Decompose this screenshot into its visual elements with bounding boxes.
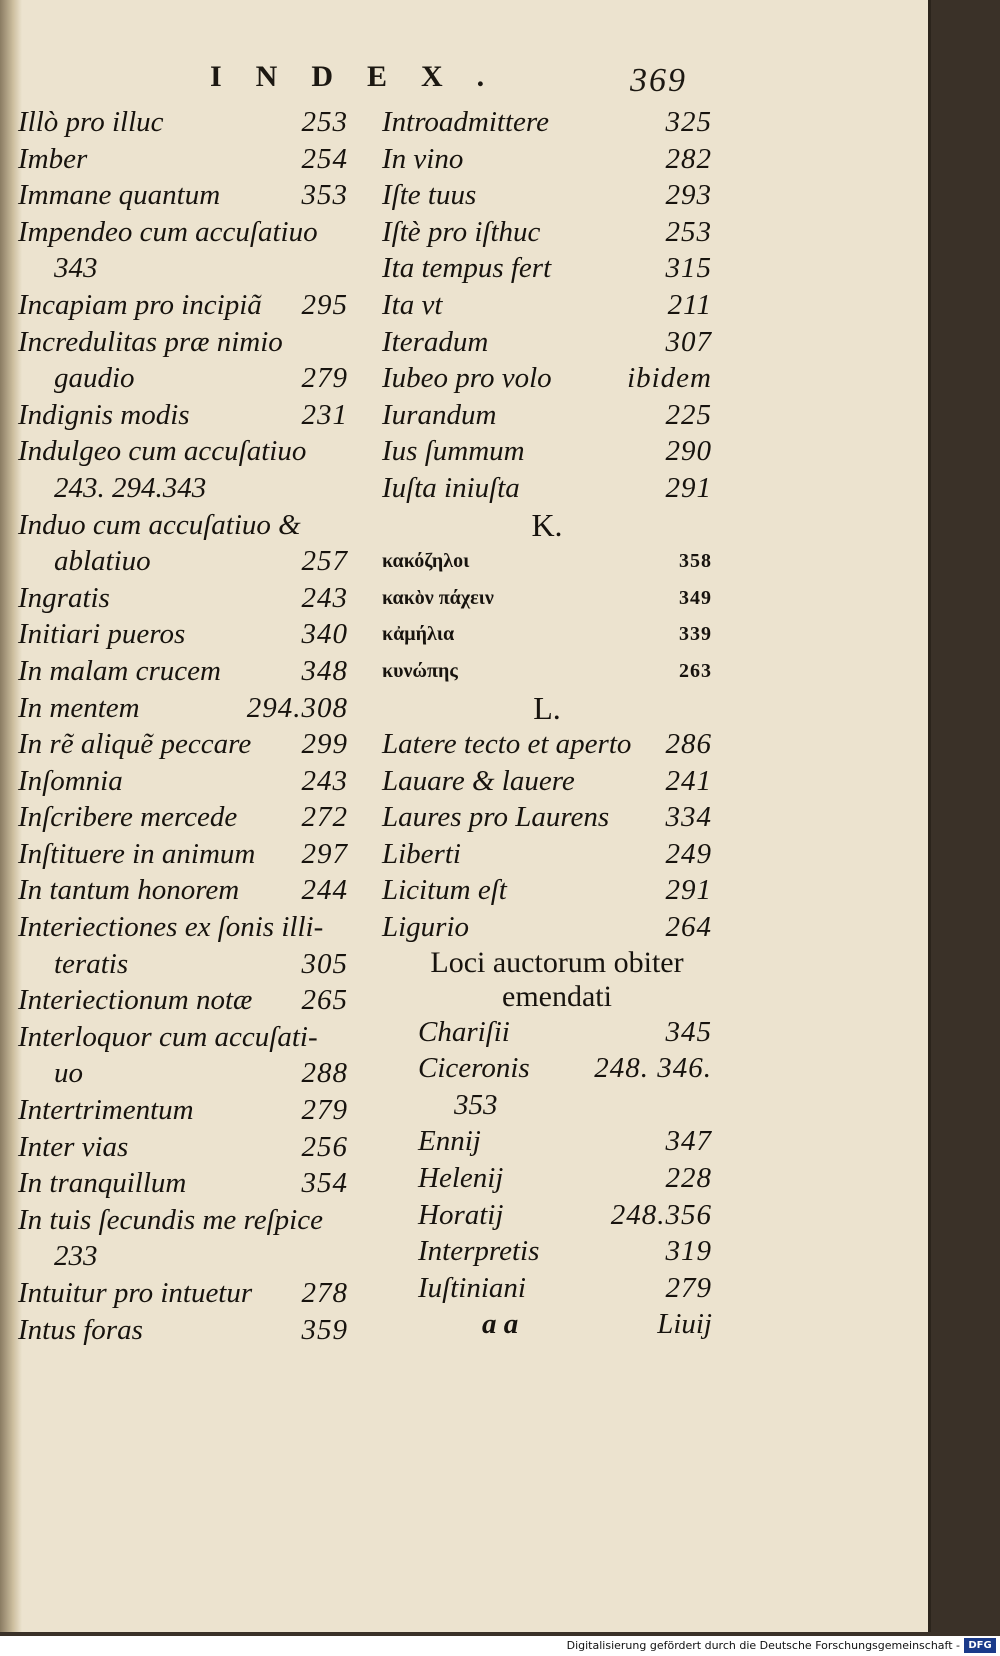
index-entry	[382, 543, 712, 580]
index-term: κἀμήλια	[382, 623, 455, 646]
page-reference: 279	[301, 362, 348, 395]
index-term: Impendeo cum accuſatiuo	[18, 215, 318, 248]
index-term: Latere tecto et aperto	[382, 728, 632, 761]
page-reference: 345	[665, 1015, 712, 1048]
page-reference: 253	[301, 106, 348, 138]
page-reference: 290	[665, 435, 712, 468]
index-entry	[18, 433, 348, 470]
loci-title-line-2: emendati	[502, 979, 612, 1013]
index-term: Inſomnia	[18, 764, 123, 797]
page-reference: 243	[301, 581, 348, 614]
index-entry	[382, 616, 712, 653]
index-entry	[18, 763, 348, 800]
index-term: Illò pro illuc	[18, 106, 164, 138]
index-entry	[18, 324, 348, 361]
index-term: Interiectiones ex ſonis illi-	[18, 911, 324, 944]
index-term: uo	[54, 1057, 83, 1090]
page-reference: 359	[301, 1313, 348, 1346]
index-term: In malam crucem	[18, 654, 221, 687]
page-reference: 319	[665, 1235, 712, 1268]
index-entry	[18, 1092, 348, 1129]
index-column-left	[18, 104, 348, 1348]
index-entry	[418, 1270, 712, 1307]
index-term: Interpretis	[418, 1235, 540, 1268]
index-entry	[382, 177, 712, 214]
page-reference: 243	[301, 764, 348, 797]
index-section-i	[382, 104, 712, 507]
running-title: INDEX.	[210, 60, 519, 93]
section-letter-k: K.	[531, 506, 563, 543]
page-reference: 353	[301, 179, 348, 212]
index-term: Iſtè pro iſthuc	[382, 215, 541, 248]
index-entry	[418, 1123, 712, 1160]
index-entry	[418, 1233, 712, 1270]
index-term: ablatiuo	[54, 545, 151, 578]
index-term: Ligurio	[382, 911, 470, 944]
page-reference: 354	[301, 1167, 348, 1200]
index-entry	[382, 250, 712, 287]
page-reference: 279	[665, 1271, 712, 1304]
index-term: Initiari pueros	[18, 618, 186, 651]
page-reference: 249	[665, 837, 712, 870]
index-term: Inſcribere mercede	[18, 801, 238, 834]
page-header	[0, 60, 928, 100]
index-entry	[382, 799, 712, 836]
index-entry	[418, 1087, 712, 1124]
page-reference: 248. 346.	[594, 1052, 712, 1085]
index-term: Ita vt	[382, 288, 443, 321]
index-term: Ingratis	[18, 581, 110, 614]
index-section-loci	[382, 1014, 712, 1307]
page-reference: 295	[301, 288, 348, 321]
index-term: Introadmittere	[382, 106, 549, 138]
page-reference: 325	[665, 106, 712, 138]
index-entry	[18, 397, 348, 434]
page-reference: 339	[679, 623, 712, 646]
page-reference: 244	[301, 874, 348, 907]
index-term: Imber	[18, 142, 88, 175]
catchword: Liuij	[657, 1308, 712, 1341]
index-term: Immane quantum	[18, 179, 221, 212]
index-term: In rẽ aliquẽ peccare	[18, 728, 252, 761]
index-entry	[382, 214, 712, 251]
index-entry	[382, 726, 712, 763]
index-term: Ennij	[418, 1125, 481, 1158]
page-reference: 257	[301, 545, 348, 578]
index-term: Incapiam pro incipiã	[18, 288, 262, 321]
index-term: Ciceronis	[418, 1052, 530, 1085]
page-reference: 231	[301, 398, 348, 431]
index-entry	[382, 433, 712, 470]
page-reference: 279	[301, 1094, 348, 1127]
index-entry	[418, 1050, 712, 1087]
index-entry	[18, 580, 348, 617]
index-term: teratis	[54, 947, 129, 980]
page-reference: 315	[665, 252, 712, 285]
page-reference: 293	[665, 179, 712, 212]
index-term: Incredulitas præ nimio	[18, 325, 283, 358]
index-term: κακόζηλοι	[382, 550, 470, 573]
page-reference: 248.356	[610, 1198, 712, 1231]
page-reference: 299	[301, 728, 348, 761]
page-number: 369	[630, 62, 687, 99]
index-term: 353	[454, 1088, 498, 1121]
index-term: Inſtituere in animum	[18, 837, 256, 870]
index-entry	[382, 763, 712, 800]
page-reference: 225	[665, 398, 712, 431]
page-reference: 340	[301, 618, 348, 651]
index-term: Horatij	[418, 1198, 504, 1231]
page-reference: 347	[665, 1125, 712, 1158]
index-entry	[382, 653, 712, 690]
index-term: Iubeo pro volo	[382, 362, 552, 395]
index-entry	[18, 287, 348, 324]
index-entry	[18, 1019, 348, 1056]
index-term: Iurandum	[382, 398, 497, 431]
page-reference: 349	[679, 586, 712, 609]
page-reference: 211	[667, 288, 712, 321]
index-entry	[382, 104, 712, 141]
page-reference: 348	[301, 654, 348, 687]
catchword-line	[382, 1306, 712, 1343]
index-term: Liberti	[382, 837, 461, 870]
index-entry	[382, 360, 712, 397]
dfg-logo: DFG	[964, 1638, 996, 1653]
index-entry	[382, 324, 712, 361]
index-term: Induo cum accuſatiuo &	[18, 508, 301, 541]
index-entry	[18, 1165, 348, 1202]
index-term: Indignis modis	[18, 398, 190, 431]
index-term: gaudio	[54, 362, 135, 395]
index-term: Licitum eſt	[382, 874, 507, 907]
page-reference: 297	[301, 837, 348, 870]
index-term: Ius ſummum	[382, 435, 525, 468]
index-term: κακὸν πάχειν	[382, 586, 494, 609]
index-term: In vino	[382, 142, 464, 175]
index-section-l	[382, 726, 712, 946]
page-reference: 288	[301, 1057, 348, 1090]
page-reference: ibidem	[627, 362, 712, 395]
index-entry	[18, 177, 348, 214]
index-term: Intuitur pro intuetur	[18, 1277, 253, 1309]
index-term: 233	[54, 1240, 98, 1273]
page-reference: 272	[301, 801, 348, 834]
page-reference: 286	[665, 728, 712, 761]
loci-title-line-1: Loci auctorum obiter	[430, 945, 684, 979]
page-reference: 282	[665, 142, 712, 175]
index-entry	[18, 909, 348, 946]
index-entry	[18, 360, 348, 397]
index-entry	[382, 397, 712, 434]
page-reference: 265	[301, 984, 348, 1017]
index-entry	[382, 470, 712, 507]
index-term: Helenij	[418, 1162, 504, 1195]
index-entry	[18, 872, 348, 909]
index-entry	[18, 653, 348, 690]
page-reference: 291	[665, 471, 712, 504]
page-reference: 291	[665, 874, 712, 907]
index-entry	[18, 982, 348, 1019]
page-reference: 253	[665, 215, 712, 248]
index-term: 243. 294.343	[54, 471, 207, 504]
index-term: In mentem	[18, 691, 140, 724]
page-reference: 256	[301, 1130, 348, 1163]
index-entry	[18, 1055, 348, 1092]
digitization-footer	[0, 1636, 1000, 1656]
index-entry	[418, 1014, 712, 1051]
page-reference: 228	[665, 1162, 712, 1195]
index-entry	[382, 141, 712, 178]
index-entry	[18, 104, 348, 141]
index-term: Iuſtiniani	[418, 1271, 526, 1304]
page-reference: 263	[679, 659, 712, 682]
page-reference: 294.308	[246, 691, 348, 724]
index-entry	[18, 836, 348, 873]
index-entry	[382, 580, 712, 617]
index-entry	[18, 141, 348, 178]
page-reference: 254	[301, 142, 348, 175]
page-reference: 307	[665, 325, 712, 358]
index-term: Laures pro Laurens	[382, 801, 610, 834]
index-term: Ita tempus fert	[382, 252, 552, 285]
index-term: Intertrimentum	[18, 1094, 194, 1127]
index-entry	[18, 1275, 348, 1312]
page-reference: 358	[679, 550, 712, 573]
index-entry	[18, 507, 348, 544]
index-term: κυνώπης	[382, 659, 458, 682]
index-entry	[18, 1312, 348, 1349]
index-entry	[18, 1202, 348, 1239]
index-term: In tuis ſecundis me reſpice	[18, 1203, 323, 1236]
footer-credit: Digitalisierung gefördert durch die Deutsche Forschungsgemeinschaft -	[566, 1639, 960, 1652]
index-entry	[18, 799, 348, 836]
signature-mark: a a	[482, 1308, 519, 1341]
index-term: Iteradum	[382, 325, 489, 358]
index-entry	[18, 690, 348, 727]
index-term: Iuſta iniuſta	[382, 471, 520, 504]
index-entry	[18, 616, 348, 653]
index-entry	[18, 214, 348, 251]
page-reference: 334	[665, 801, 712, 834]
index-entry	[382, 909, 712, 946]
index-entry	[382, 287, 712, 324]
section-letter-l: L.	[533, 689, 561, 726]
index-term: 343	[54, 252, 98, 285]
page-reference: 278	[301, 1277, 348, 1309]
index-entry	[18, 543, 348, 580]
index-entry	[18, 726, 348, 763]
index-entry	[18, 250, 348, 287]
index-entry	[382, 836, 712, 873]
index-entry	[418, 1160, 712, 1197]
index-entry	[18, 1129, 348, 1166]
index-term: Interloquor cum accuſati-	[18, 1020, 318, 1053]
index-term: Intus foras	[18, 1313, 143, 1346]
index-column-right	[382, 104, 712, 1343]
page-reference: 264	[665, 911, 712, 944]
index-term: Iſte tuus	[382, 179, 477, 212]
page-reference: 241	[665, 764, 712, 797]
index-term: Chariſii	[418, 1015, 510, 1048]
index-term: Lauare & lauere	[382, 764, 575, 797]
index-section-k	[382, 543, 712, 689]
index-entry	[18, 946, 348, 983]
index-entry	[18, 470, 348, 507]
index-term: Indulgeo cum accuſatiuo	[18, 435, 307, 468]
index-entry	[18, 1238, 348, 1275]
index-term: Interiectionum notæ	[18, 984, 253, 1017]
index-entry	[382, 872, 712, 909]
index-term: In tantum honorem	[18, 874, 240, 907]
index-entry	[418, 1197, 712, 1234]
index-term: Inter vias	[18, 1130, 129, 1163]
page-reference: 305	[301, 947, 348, 980]
index-term: In tranquillum	[18, 1167, 187, 1200]
